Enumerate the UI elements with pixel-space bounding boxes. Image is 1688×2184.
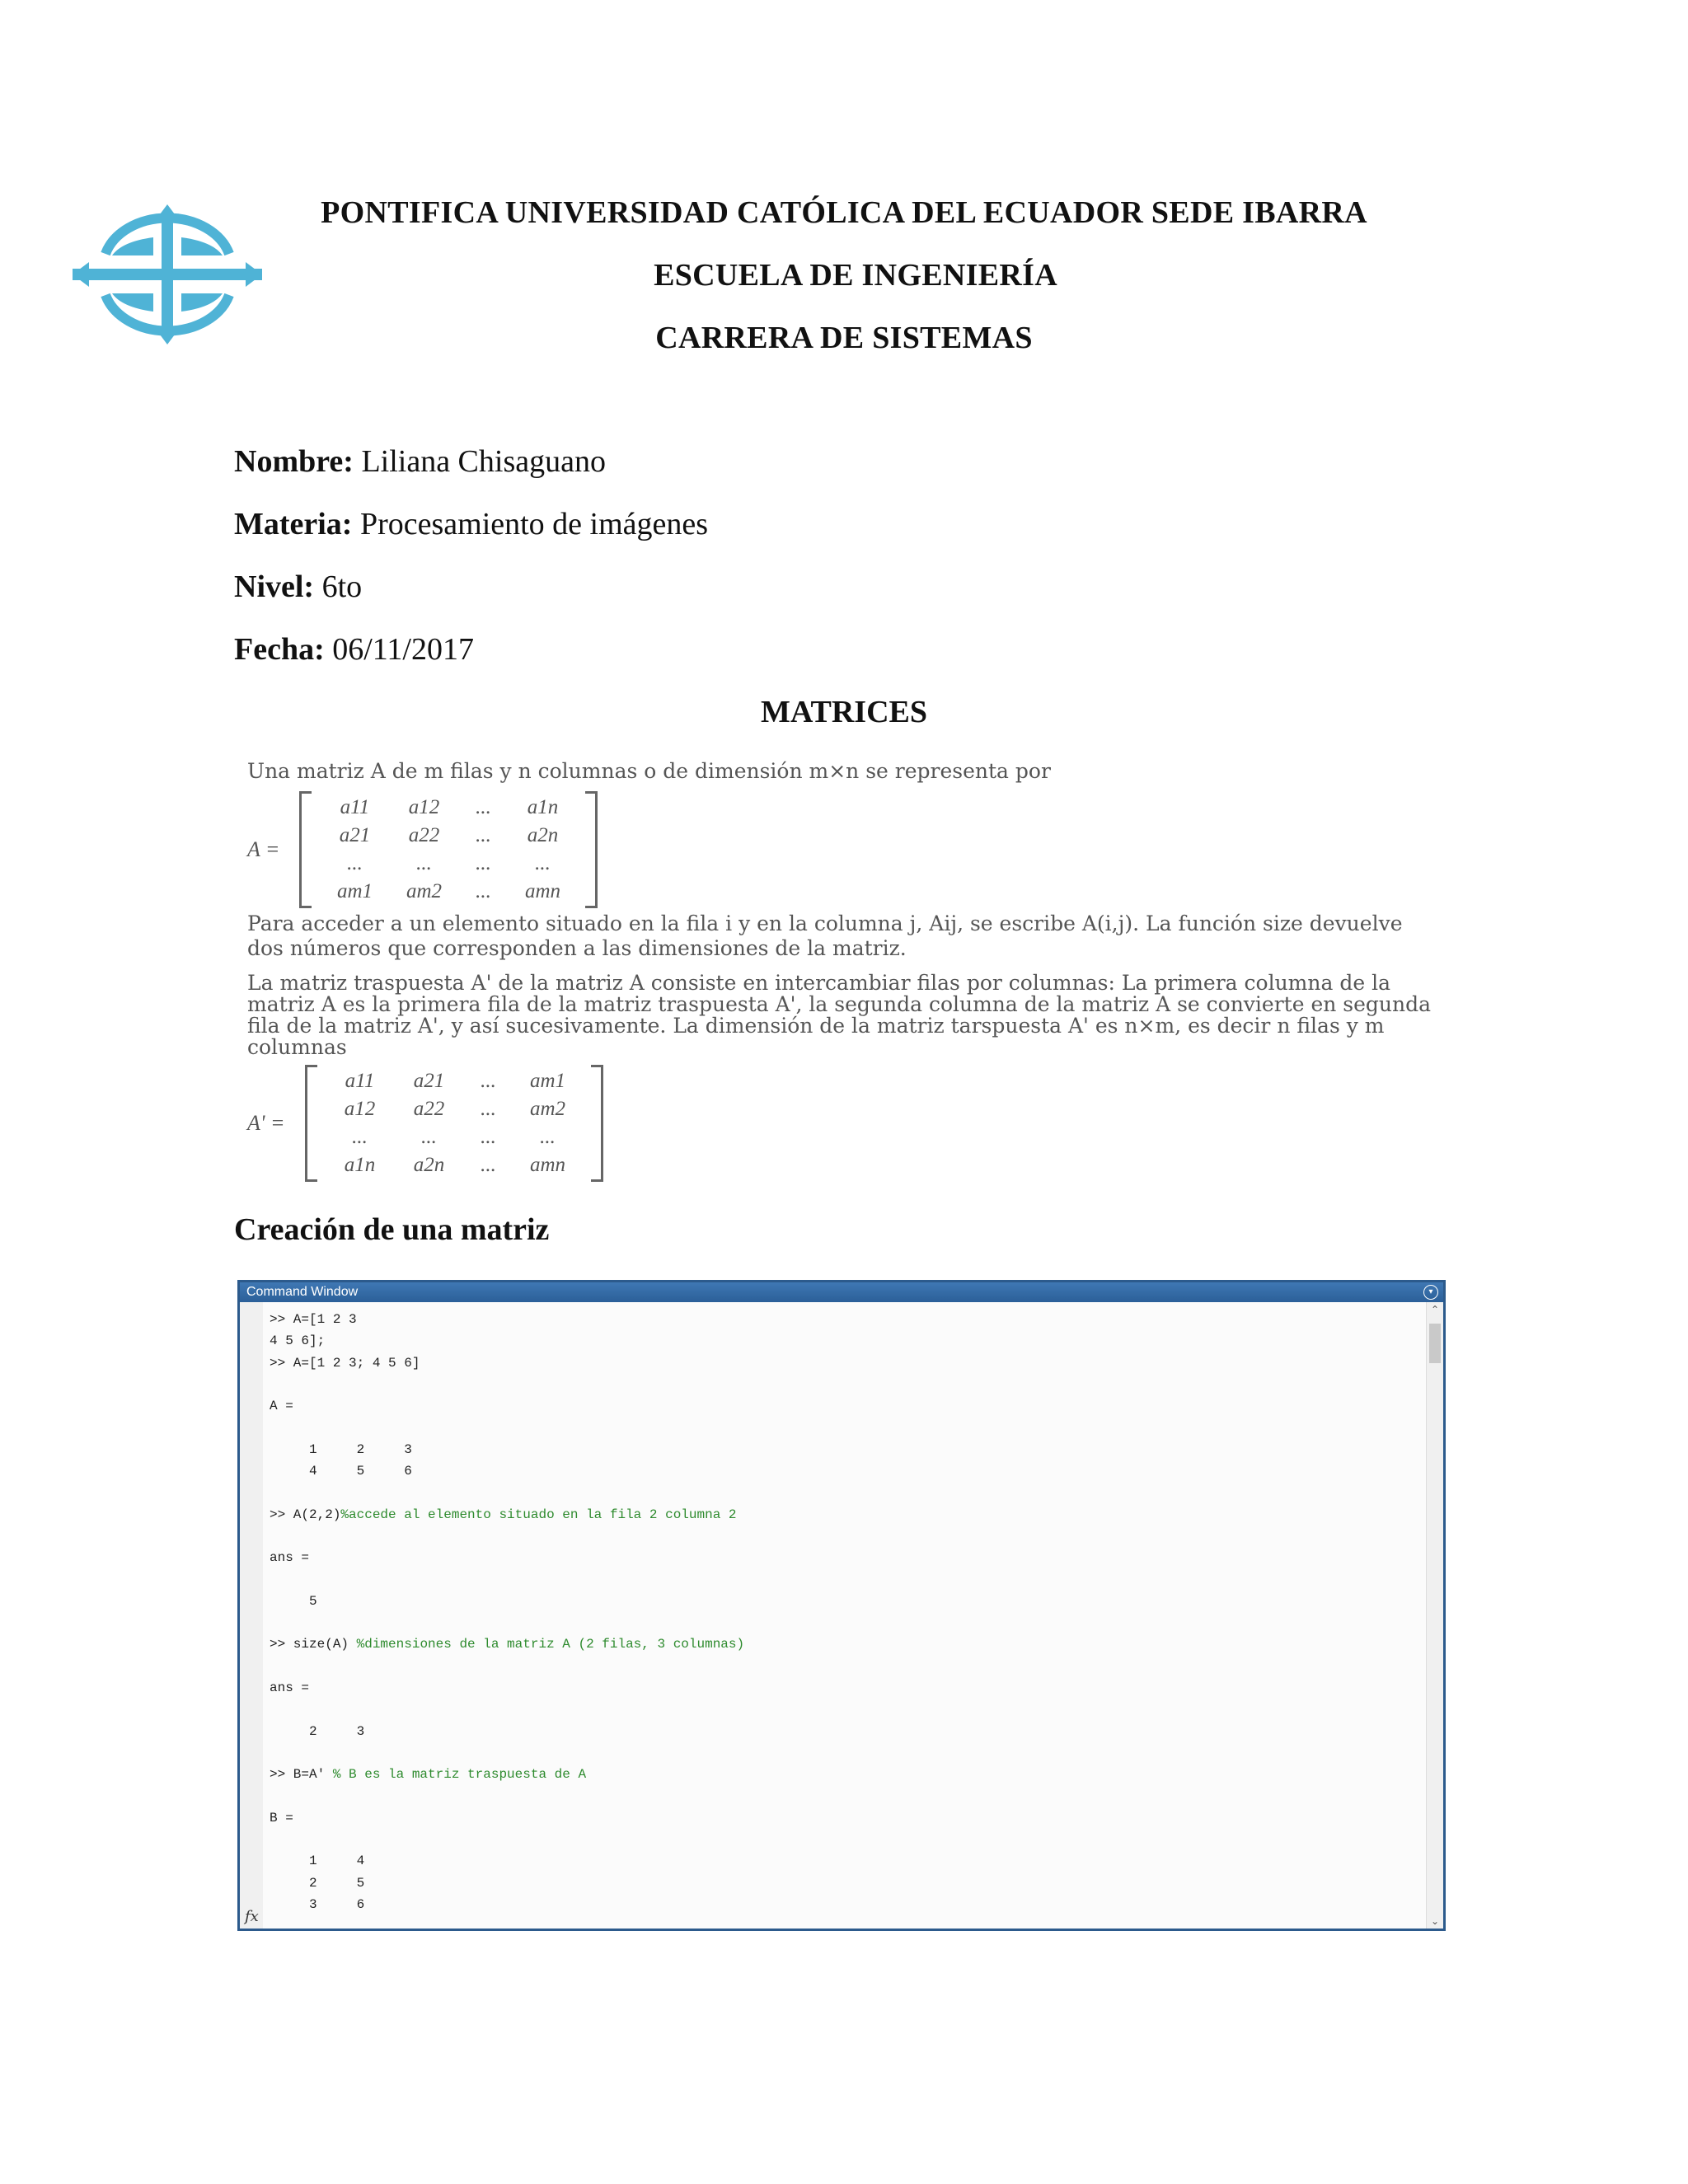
matrix-cell: a12 — [408, 796, 440, 818]
command-window-content[interactable] — [240, 1302, 1427, 1929]
command-line — [270, 1612, 744, 1633]
field-label: Materia: — [234, 507, 353, 541]
field-value: 06/11/2017 — [332, 632, 474, 667]
command-line — [270, 1894, 744, 1915]
command-code: >> A=[1 2 3; 4 5 6] — [270, 1355, 420, 1371]
command-line — [270, 1330, 744, 1352]
math-para1-line2: dos números que corresponden a las dimensiones de la matriz. — [247, 936, 907, 960]
bracket-left — [305, 1065, 317, 1182]
bracket-left — [299, 791, 312, 908]
command-line — [270, 1742, 744, 1764]
vertical-scrollbar[interactable] — [1426, 1302, 1443, 1929]
matrix-at-grid — [317, 1067, 591, 1179]
command-line — [270, 1807, 744, 1829]
matrix-cell: am1 — [336, 880, 373, 902]
command-line — [270, 1721, 744, 1742]
command-code: 2 3 — [270, 1723, 365, 1739]
matrix-cell: ... — [416, 852, 432, 874]
matrix-cell: ... — [535, 852, 551, 874]
command-code: >> B=A' — [270, 1767, 333, 1783]
matrix-cell: a21 — [339, 824, 371, 846]
command-code: A = — [270, 1399, 293, 1414]
command-line — [270, 1872, 744, 1894]
command-line — [270, 1352, 744, 1374]
command-line — [270, 1482, 744, 1503]
command-window-titlebar — [240, 1282, 1443, 1302]
command-code: >> A(2,2) — [270, 1507, 341, 1522]
command-comment: %dimensiones de la matriz A (2 filas, 3 columnas) — [356, 1637, 745, 1652]
command-code: 4 5 6]; — [270, 1333, 326, 1349]
matrix-cell: a11 — [340, 796, 370, 818]
field-value: Liliana Chisaguano — [361, 444, 606, 479]
matrix-a-label: A = — [247, 837, 280, 861]
fx-icon[interactable]: fx — [245, 1908, 259, 1925]
field-nombre — [234, 443, 606, 480]
bracket-right — [591, 1065, 603, 1182]
command-line — [270, 1764, 744, 1785]
matrix-a — [247, 791, 598, 908]
math-para2-line1: La matriz traspuesta A' de la matriz A consiste en intercambiar filas por columnas: La primera columna de la — [247, 971, 1390, 995]
command-line — [270, 1677, 744, 1699]
field-label: Nombre: — [234, 444, 354, 479]
math-para2-line4: columnas — [247, 1035, 347, 1059]
command-line — [270, 1591, 744, 1612]
matrix-cell: ... — [540, 1126, 556, 1148]
matrix-a-transpose — [247, 1065, 603, 1182]
command-line — [270, 1547, 744, 1568]
scrollbar-thumb[interactable] — [1429, 1324, 1441, 1363]
matrix-cell: ... — [481, 1154, 496, 1176]
field-value: 6to — [321, 569, 363, 604]
command-line — [270, 1786, 744, 1807]
matrix-cell: am2 — [529, 1098, 566, 1120]
matrix-cell: ... — [352, 1126, 368, 1148]
matrix-cell: am2 — [406, 880, 442, 902]
command-line — [270, 1656, 744, 1677]
command-window-title: Command Window — [246, 1285, 359, 1299]
command-code: >> A=[1 2 3 — [270, 1312, 357, 1327]
command-output — [270, 1309, 744, 1915]
command-code: >> size(A) — [270, 1637, 357, 1652]
command-code: 1 4 — [270, 1854, 365, 1869]
command-line — [270, 1309, 744, 1330]
matrix-cell: a22 — [408, 824, 440, 846]
command-comment: %accede al elemento situado en la fila 2 columna 2 — [340, 1507, 737, 1522]
matrix-cell: ... — [347, 852, 363, 874]
command-code: 5 — [270, 1593, 317, 1609]
field-label: Fecha: — [234, 632, 325, 667]
math-para2-line2: matriz A es la primera fila de la matriz traspuesta A', la segunda columna de la matriz A se convierte en segunda — [247, 992, 1432, 1016]
command-line — [270, 1460, 744, 1482]
matrix-cell: a1n — [527, 796, 559, 818]
school-name: ESCUELA DE INGENIERÍA — [654, 258, 1057, 293]
matrix-cell: ... — [476, 880, 491, 902]
command-comment: % B es la matriz traspuesta de A — [332, 1767, 587, 1783]
subsection-title: Creación de una matriz — [234, 1212, 550, 1247]
command-code: 1 2 3 — [270, 1441, 412, 1457]
matrix-cell: a1n — [344, 1154, 376, 1176]
bracket-right — [585, 791, 598, 908]
command-code: 2 5 — [270, 1875, 365, 1891]
field-fecha — [234, 631, 474, 668]
matrix-cell: ... — [481, 1070, 496, 1092]
field-value: Procesamiento de imágenes — [359, 507, 709, 541]
math-intro: Una matriz A de m filas y n columnas o de dimensión m×n se representa por — [247, 759, 1051, 783]
matrix-at-label: A' = — [247, 1111, 285, 1135]
university-name: PONTIFICA UNIVERSIDAD CATÓLICA DEL ECUADOR SEDE IBARRA — [321, 195, 1367, 230]
matrix-cell: a2n — [413, 1154, 445, 1176]
command-line — [270, 1633, 744, 1655]
command-line — [270, 1439, 744, 1460]
matrix-cell: ... — [481, 1098, 496, 1120]
section-title: MATRICES — [761, 695, 927, 729]
scroll-up-icon[interactable]: ⌃ — [1430, 1304, 1440, 1315]
matrix-cell: a22 — [413, 1098, 445, 1120]
matrix-cell: ... — [476, 824, 491, 846]
matrix-cell: ... — [481, 1126, 496, 1148]
math-para1-line1: Para acceder a un elemento situado en la fila i y en la columna j, Aij, se escribe A(i,j). La función size devuelve — [247, 912, 1403, 935]
command-gutter — [240, 1302, 263, 1929]
command-code: ans = — [270, 1680, 310, 1696]
matrix-cell: ... — [421, 1126, 437, 1148]
matrix-cell: ... — [476, 852, 491, 874]
math-para2-line3: fila de la matriz A', y así sucesivamente. La dimensión de la matriz tarspuesta A' es n×m, es decir n filas y m — [247, 1014, 1385, 1038]
matrix-cell: a21 — [413, 1070, 445, 1092]
command-code: ans = — [270, 1550, 310, 1566]
matrix-cell: amn — [524, 880, 560, 902]
command-line — [270, 1504, 744, 1526]
command-line — [270, 1374, 744, 1395]
field-materia — [234, 506, 708, 542]
command-line — [270, 1569, 744, 1591]
matrix-cell: am1 — [529, 1070, 566, 1092]
command-window[interactable] — [237, 1280, 1446, 1931]
command-line — [270, 1526, 744, 1547]
field-label: Nivel: — [234, 569, 315, 604]
command-code: B = — [270, 1810, 293, 1825]
career-name: CARRERA DE SISTEMAS — [655, 321, 1033, 355]
matrix-cell: ... — [476, 796, 491, 818]
command-code: 4 5 6 — [270, 1464, 412, 1479]
command-line — [270, 1829, 744, 1850]
field-nivel — [234, 569, 362, 605]
command-line — [270, 1699, 744, 1720]
command-line — [270, 1850, 744, 1872]
command-line — [270, 1395, 744, 1417]
scroll-down-icon[interactable]: ⌄ — [1430, 1915, 1440, 1927]
matrix-cell: a11 — [345, 1070, 375, 1092]
matrix-cell: a2n — [527, 824, 559, 846]
matrix-cell: amn — [529, 1154, 566, 1176]
window-menu-icon[interactable]: ▾ — [1423, 1285, 1438, 1300]
command-code: 3 6 — [270, 1897, 365, 1913]
command-line — [270, 1417, 744, 1438]
matrix-a-grid — [312, 794, 585, 906]
matrix-cell: a12 — [344, 1098, 376, 1120]
